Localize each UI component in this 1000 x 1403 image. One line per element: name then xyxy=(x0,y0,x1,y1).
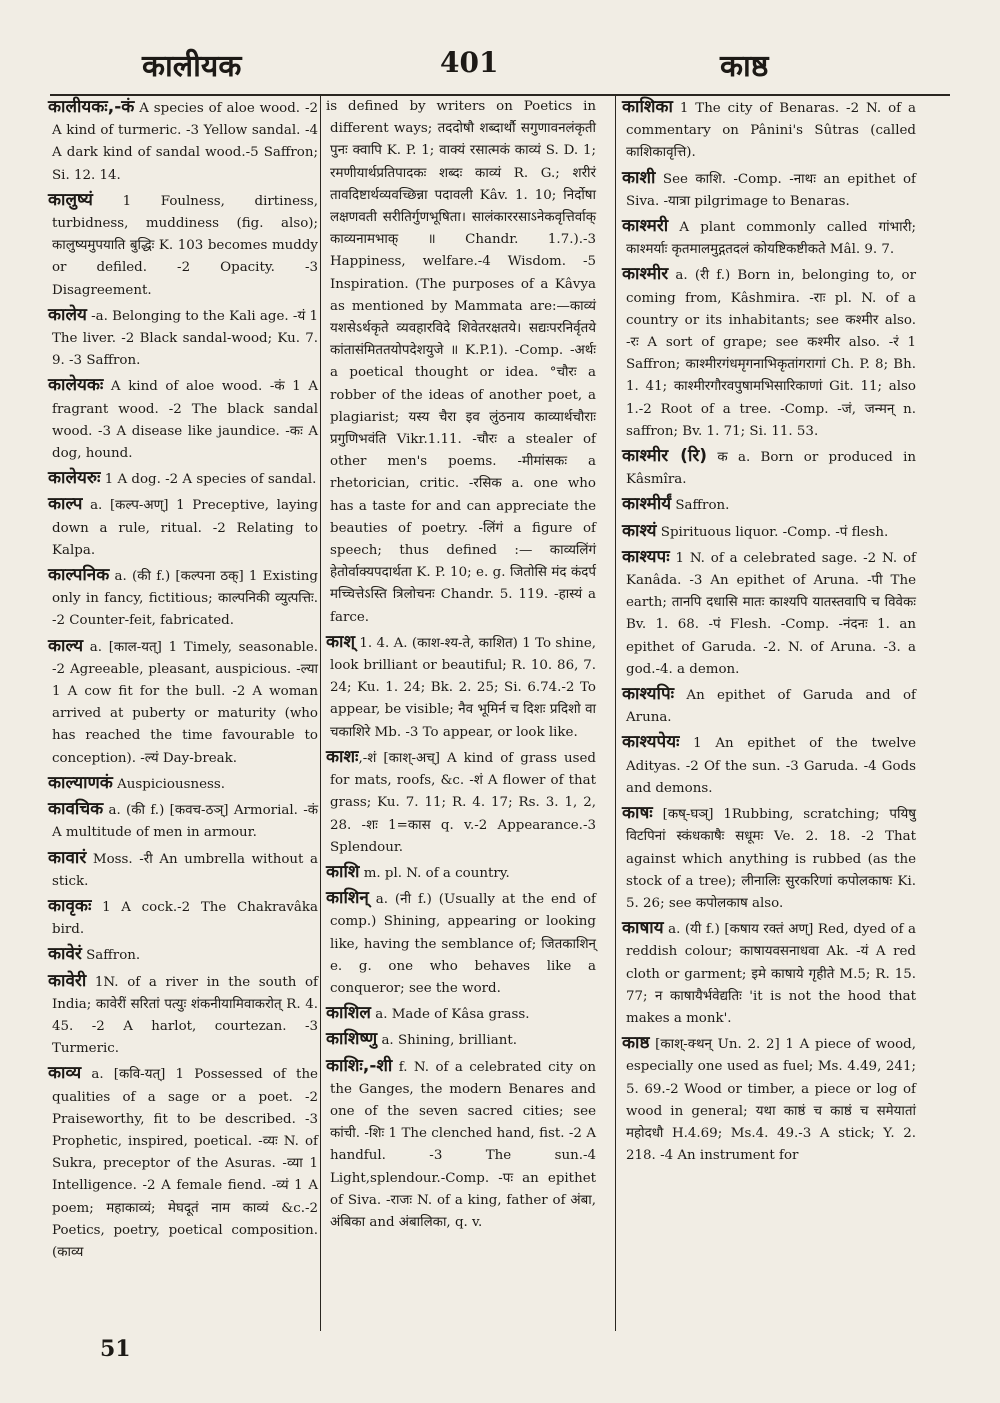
entry-definition: a. Shining, brilliant. xyxy=(377,1033,517,1049)
column-1 xyxy=(48,96,318,1266)
entry-definition: 1 A dog. -2 A species of sandal. xyxy=(100,472,317,488)
entry-definition: is defined by writers on Poetics in different ways; तददोषौ शब्दार्थौ सगुणावनलंकृती पुनः क्वापि K. P. 1; वाक्यं रसात्मकं काव्यं S. D. 1; रमणीयार्थप्रतिपादकः शब्दः काव्यं R. G.; शरीरं तावदिष्टार्थव्यवच्छिन्ना पदावली Kâv. 1. 10; निर्दोषा लक्षणवती सरीतिर्गुणभूषिता। सालंकाररसाऽनेकवृत्तिर्वाक् काव्यनामभाक् ॥ Chandr. 1.7.).-3 Happiness, welfare.-4 Wisdom. -5 Inspiration. (The purposes of a Kâvya as mentioned by Mammata are:—काव्यं यशसेऽर्थकृते व्यवहारविदे शिवेतरक्षतये। सद्यःपरनिर्वृतये कांतासंमिततयोपदेशयुजे ॥ K.P.1). -Comp. -अर्थः a poetical thought or idea. °चौरः a robber of the ideas of another poet, a plagiarist; यस्य चैरा इव लुंठनाय काव्यार्थचौराः प्रगुणिभवंति Vikr.1.11. -चौरः a stealer of other men's poems. -मीमांसकः a rhetorician, critic. -रसिक a. one who has a taste for and can appreciate the beauties of poetry. -लिंगं a figure of speech; thus defined :— काव्यलिंगं हेतोर्वाक्यपदार्थता K. P. 10; e. g. जितोसि मंद कंदर्प मच्चित्तेऽस्ति त्रिलोचनः Chandr. 5. 119. -हास्यं a farce. xyxy=(326,99,596,625)
entry-headword: काल्याणकं xyxy=(48,772,113,793)
entry-definition: a. (की f.) [कवच-ठञ्] Armorial. -कं A multitude of men in armour. xyxy=(52,803,318,841)
entry-headword: काशिका xyxy=(622,97,673,117)
dictionary-entry xyxy=(622,917,916,1030)
entry-headword: कालेयकः xyxy=(48,375,104,396)
entry-definition: [काश्-क्थन् Un. 2. 2] 1 A piece of wood, especially one used as fuel; Ms. 4.49, 241; 5. 69.-2 Wood or timber, a piece or log of wood in general; यथा काष्ठं च काष्ठं च समेयातां महोदधौ H.4.69; Ms.4. 49.-3 A stick; Y. 2. 218. -4 An instrument for xyxy=(626,1037,916,1164)
entry-definition: क a. Born or produced in Kâsmîra. xyxy=(626,450,916,488)
dictionary-entry xyxy=(48,189,318,302)
dictionary-entry xyxy=(326,1028,596,1052)
entry-definition: Saffron. xyxy=(81,948,141,964)
entry-definition: a. (यी f.) [कषाय रक्तं अण्] Red, dyed of a reddish colour; काषायवसनाधवा Ak. -यं A red cloth or garment; इमे काषाये गृहीते M.5; R. 15. 77; न काषायैर्भवेद्यतिः 'it is not the hood that makes a monk'. xyxy=(626,922,916,1026)
dictionary-entry xyxy=(48,564,318,633)
dictionary-entry xyxy=(48,374,318,465)
entry-headword: काश्यपिः xyxy=(622,684,675,705)
entry-definition: A plant commonly called गांभारी; काश्मर्याः कृतमालमुद्गतदलं कोयष्टिकष्टीकते Mâl. 9. 7. xyxy=(626,220,916,258)
entry-headword: काश्यपः xyxy=(622,546,670,567)
entry-headword: कालेयरुः xyxy=(48,468,101,489)
column-2 xyxy=(326,96,596,1236)
entry-definition: f. N. of a celebrated city on the Ganges, the modern Benares and one of the seven sacred cities; see कांची. -शिः 1 The clenched hand, fist. -2 A handful. -3 The sun.-4 Light,splendour.-Comp. -पः an epithet of Siva. -राजः N. of a king, father of अंबा, अंबिका and अंबालिका, q. v. xyxy=(330,1059,596,1230)
entry-definition: -a. Belonging to the Kali age. -यं 1 The liver. -2 Black sandal-wood; Ku. 7. 9. -3 Saffron. xyxy=(52,308,318,369)
dictionary-entry xyxy=(48,943,318,967)
dictionary-entry xyxy=(48,798,318,844)
entry-headword: काश्मरी xyxy=(622,216,669,237)
entry-headword: काश्यपेयः xyxy=(622,732,680,753)
dictionary-entry xyxy=(326,861,596,885)
entry-headword: काशिन् xyxy=(326,888,369,909)
entry-definition: 1 The city of Benaras. -2 N. of a commentary on Pânini's Sûtras (called काशिकावृत्ति). xyxy=(626,101,916,161)
dictionary-entry xyxy=(48,493,318,562)
dictionary-entry xyxy=(48,895,318,941)
dictionary-entry xyxy=(48,467,318,491)
entry-headword: काल्य xyxy=(48,635,84,656)
dictionary-entry xyxy=(622,445,916,491)
entry-definition: See काशि. -Comp. -नाथः an epithet of Siva. -यात्रा pilgrimage to Benaras. xyxy=(626,171,916,209)
entry-definition: A species of aloe wood. -2 A kind of turmeric. -3 Yellow sandal. -4 A dark kind of sandal wood.-5 Saffron; Si. 12. 14. xyxy=(52,101,318,183)
entry-definition: m. pl. N. of a country. xyxy=(359,865,510,881)
entry-headword: काल्पनिक xyxy=(48,565,110,586)
entry-headword: काश्मीर (रि) xyxy=(622,446,708,467)
entry-definition: 1 A cock.-2 The Chakravâka bird. xyxy=(52,899,318,938)
dictionary-entry xyxy=(48,847,318,893)
entry-headword: काशी xyxy=(622,167,656,188)
dictionary-entry xyxy=(326,746,596,859)
entry-headword: काशिः,-शी xyxy=(326,1055,393,1076)
entry-headword: काश्यं xyxy=(622,520,657,541)
entry-headword: कावेरं xyxy=(48,944,82,965)
column-3 xyxy=(622,96,916,1169)
dictionary-entry xyxy=(622,96,916,165)
entry-headword: काश् xyxy=(326,631,356,652)
entry-definition: 1. 4. A. (काश-श्य-ते, काशित) 1 To shine, look brilliant or beautiful; R. 10. 86, 7. 24; Ku. 1. 24; Bk. 2. 25; Si. 6.74.-2 To appear, be visible; नैव भूमिर्न च दिशः प्रदिशो वा चकाशिरे Mb. -3 To appear, or look like. xyxy=(330,635,596,740)
entry-definition: a. [काल-यत्] 1 Timely, seasonable. -2 Agreeable, pleasant, auspicious. -ल्या 1 A cow fit for the bull. -2 A woman arrived at puberty or maturity (who has reached the time favourable to conception). -ल्यं Day-break. xyxy=(52,639,318,766)
dictionary-entry xyxy=(326,96,596,629)
entry-headword: कालीयकः,-कं xyxy=(48,97,135,117)
entry-definition: 1 Foulness, dirtiness, turbidness, muddiness (fig. also); कालुष्यमुपयाति बुद्धिः K. 103 becomes muddy or defiled. -2 Opacity. -3 Disagreement. xyxy=(52,193,318,298)
dictionary-entry xyxy=(622,215,916,261)
dictionary-entry xyxy=(326,887,596,1000)
page-number: 401 xyxy=(440,46,499,79)
entry-definition: a. (नी f.) (Usually at the end of comp.) Shining, appearing or looking like, having the semblance of; जितकाशिन् e. g. one who behaves like a conqueror; see the word. xyxy=(330,892,596,996)
dictionary-entry xyxy=(622,520,916,544)
column-divider-2 xyxy=(615,96,616,1331)
entry-headword: काश्मीर xyxy=(622,264,669,285)
dictionary-entry xyxy=(622,683,916,729)
entry-definition: ,-शं [काश्-अच्] A kind of grass used for mats, roofs, &c. -शं A flower of that grass; Ku. 7. 11; R. 4. 17; Rs. 3. 1, 2, 28. -शः 1=कास q. v.-2 Appearance.-3 Splendour. xyxy=(330,750,596,855)
dictionary-entry xyxy=(622,493,916,517)
entry-definition: Moss. -री An umbrella without a stick. xyxy=(52,851,318,889)
running-head-left: कालीयक xyxy=(142,49,242,84)
entry-headword: कावेरी xyxy=(48,970,87,991)
dictionary-entry xyxy=(326,1055,596,1235)
entry-definition: a. Made of Kâsa grass. xyxy=(370,1007,530,1023)
dictionary-entry xyxy=(326,631,596,744)
dictionary-entry xyxy=(622,263,916,443)
entry-headword: काषः xyxy=(622,803,653,824)
dictionary-entry xyxy=(622,167,916,213)
entry-definition: a. (की f.) [कल्पना ठक्] 1 Existing only in fancy, fictitious; काल्पनिकी व्युत्पत्तिः. -2 Counter-feit, fabricated. xyxy=(52,569,318,629)
entry-definition: Saffron. xyxy=(671,498,730,514)
entry-definition: Spirituous liquor. -Comp. -पं flesh. xyxy=(656,524,889,540)
dictionary-entry xyxy=(48,970,318,1061)
running-head-right: काष्ठ xyxy=(720,49,769,84)
entry-headword: कालुष्यं xyxy=(48,189,93,210)
dictionary-entry xyxy=(48,772,318,796)
entry-headword: कावारं xyxy=(48,847,87,868)
dictionary-entry xyxy=(622,1032,916,1167)
entry-headword: काशिल xyxy=(326,1003,371,1024)
dictionary-entry xyxy=(622,546,916,681)
signature-mark: 51 xyxy=(100,1336,131,1362)
entry-headword: कावचिक xyxy=(48,799,104,820)
entry-definition: 1 N. of a celebrated sage. -2 N. of Kanâda. -3 An epithet of Aruna. -पी The earth; तानपि दधासि मातः काश्यपि यातस्तवापि च विवेकः Bv. 1. 68. -पं Flesh. -Comp. -नंदनः 1. an epithet of Garuda. -2. N. of Aruna. -3. a god.-4. a demon. xyxy=(626,550,916,677)
entry-definition: a. [कल्प-अण्] 1 Preceptive, laying down a rule, ritual. -2 Relating to Kalpa. xyxy=(52,498,318,558)
entry-definition: A kind of aloe wood. -कं 1 A fragrant wood. -2 The black sandal wood. -3 A disease like jaundice. -कः A dog, hound. xyxy=(52,379,318,462)
entry-headword: काश्मीर्यं xyxy=(622,494,672,515)
entry-headword: कावृकः xyxy=(48,895,92,916)
dictionary-entry xyxy=(48,1062,318,1264)
entry-headword: काव्य xyxy=(48,1063,82,1084)
entry-definition: An epithet of Garuda and of Aruna. xyxy=(626,688,916,726)
column-divider-1 xyxy=(320,96,321,1331)
entry-headword: काशः xyxy=(326,746,359,767)
dictionary-entry xyxy=(622,731,916,800)
entry-definition: a. (री f.) Born in, belonging to, or coming from, Kâshmira. -राः pl. N. of a country or its inhabitants; see कश्मीर also. -रः A sort of grape; see कश्मीर also. -रं 1 Saffron; काश्मीरगंधमृगनाभिकृतांगरागां Ch. P. 8; Bh. 1. 41; काश्मीरगौरवपुषामभिसारिकाणां Git. 11; also 1.-2 Root of a tree. -Comp. -जं, जन्मन् n. saffron; Bv. 1. 71; Si. 11. 53. xyxy=(626,268,916,439)
entry-definition: [कष्-घञ्] 1Rubbing, scratching; पयिषु विटपिनां स्कंधकाषैः सधूमः Ve. 2. 18. -2 That against which anything is rubbed (as the stock of a tree); लीनालिः सुरकरिणां कपोलकाषः Ki. 5. 26; see कपोलकाष also. xyxy=(626,807,916,911)
entry-definition: 1N. of a river in the south of India; कावेरीं सरितां पत्युः शंकनीयामिवाकरोत् R. 4. 45. -2 A harlot, courtezan. -3 Turmeric. xyxy=(52,974,318,1057)
entry-headword: काषाय xyxy=(622,918,664,939)
dictionary-entry xyxy=(326,1002,596,1026)
entry-definition: Auspiciousness. xyxy=(112,776,226,792)
entry-definition: 1 An epithet of the twelve Adityas. -2 Of the sun. -3 Garuda. -4 Gods and demons. xyxy=(626,736,916,796)
entry-headword: काल्प xyxy=(48,494,83,515)
entry-headword: काशिष्णु xyxy=(326,1029,378,1050)
dictionary-entry xyxy=(48,96,318,187)
entry-headword: कालेय xyxy=(48,304,87,325)
dictionary-entry xyxy=(48,304,318,373)
entry-headword: काष्ठ xyxy=(622,1033,650,1054)
entry-headword: काशि xyxy=(326,861,360,882)
entry-definition: a. [कवि-यत्] 1 Possessed of the qualities of a sage or a poet. -2 Praiseworthy, fit to be described. -3 Prophetic, inspired, poetical. -व्यः N. of Sukra, preceptor of the Asuras. -व्या 1 Intelligence. -2 A female fiend. -व्यं 1 A poem; महाकाव्यं; मेघदूतं नाम काव्यं &c.-2 Poetics, poetry, poetical composition. (काव्य xyxy=(52,1067,318,1260)
dictionary-entry xyxy=(622,802,916,915)
dictionary-entry xyxy=(48,635,318,770)
